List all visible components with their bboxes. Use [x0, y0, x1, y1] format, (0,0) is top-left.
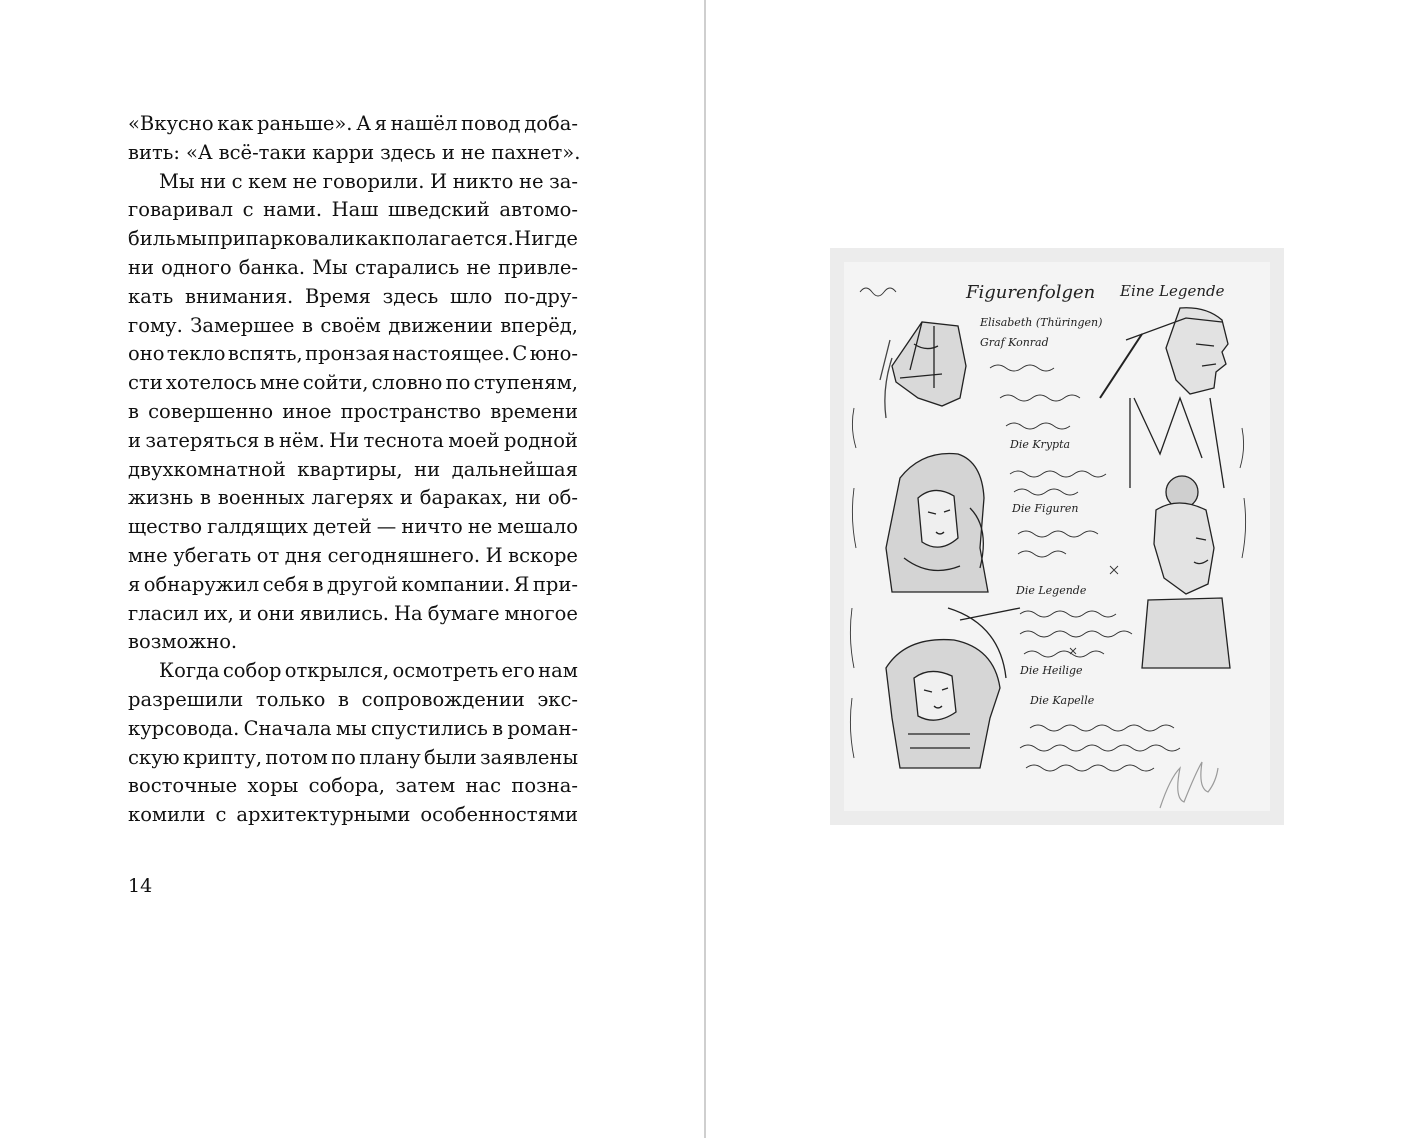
- text-line: кать внимания. Время здесь шло по-дру-: [128, 284, 578, 308]
- right-page: [706, 0, 1410, 1138]
- text-line: Мы ни с кем не говорили. И никто не за-: [159, 169, 578, 193]
- text-line: жизнь в военных лагерях и бараках, ни об-: [128, 486, 578, 510]
- svg-text:Elisabeth (Thüringen): Elisabeth (Thüringen): [980, 316, 1103, 329]
- text-line: в совершенно иное пространство времени: [128, 399, 578, 423]
- text-line: разрешили только в сопровождении экс-: [128, 687, 578, 711]
- text-line: гласил их, и они явились. На бумаге многое: [128, 601, 578, 625]
- body-text: [128, 110, 581, 830]
- svg-text:Die Krypta: Die Krypta: [1010, 438, 1071, 451]
- text-line: гому. Замершее в своём движении вперёд,: [128, 313, 578, 337]
- text-line: мне убегать от дня сегодняшнего. И вскоре: [128, 543, 578, 567]
- drawing-artwork: [830, 248, 1284, 825]
- svg-text:Die Kapelle: Die Kapelle: [1030, 694, 1095, 707]
- inscription-subtitle: Eine Legende: [1120, 282, 1225, 300]
- text-line: курсовода. Сначала мы спустились в роман-: [128, 716, 578, 740]
- text-line: биль мы припарковали как полагается. Нигде: [128, 227, 578, 251]
- page-number: 14: [128, 875, 153, 897]
- text-line: комили с архитектурными особенностями: [128, 803, 578, 827]
- inscription-title: Figurenfolgen: [966, 282, 1096, 303]
- text-line: щество галдящих детей — ничто не мешало: [128, 515, 578, 539]
- svg-text:Die Heilige: Die Heilige: [1020, 664, 1083, 677]
- left-page: [0, 0, 704, 1138]
- text-line: скую крипту, потом по плану были заявлены: [128, 745, 578, 769]
- text-line: говаривал с нами. Наш шведский автомо-: [128, 198, 578, 222]
- text-line: я обнаружил себя в другой компании. Я при-: [128, 572, 578, 596]
- text-line: вить: «А всё-таки карри здесь и не пахнет».: [128, 140, 581, 164]
- svg-text:Graf Konrad: Graf Konrad: [980, 336, 1049, 349]
- text-line: оно текло вспять, пронзая настоящее. С юно-: [128, 342, 578, 366]
- text-line: возможно.: [128, 630, 238, 654]
- text-line: ни одного банка. Мы старались не привле-: [128, 255, 578, 279]
- text-line: Когда собор открылся, осмотреть его нам: [159, 659, 578, 683]
- text-line: и затеряться в нём. Ни теснота моей родной: [128, 428, 578, 452]
- illustration-drawing: [830, 248, 1284, 825]
- svg-text:Die Legende: Die Legende: [1016, 584, 1087, 597]
- text-line: сти хотелось мне сойти, словно по ступеням,: [128, 371, 578, 395]
- text-line: двухкомнатной квартиры, ни дальнейшая: [128, 457, 578, 481]
- text-line: «Вкусно как раньше». А я нашёл повод доба-: [128, 112, 578, 135]
- text-line: восточные хоры собора, затем нас позна-: [128, 774, 578, 798]
- svg-text:Die Figuren: Die Figuren: [1012, 502, 1079, 515]
